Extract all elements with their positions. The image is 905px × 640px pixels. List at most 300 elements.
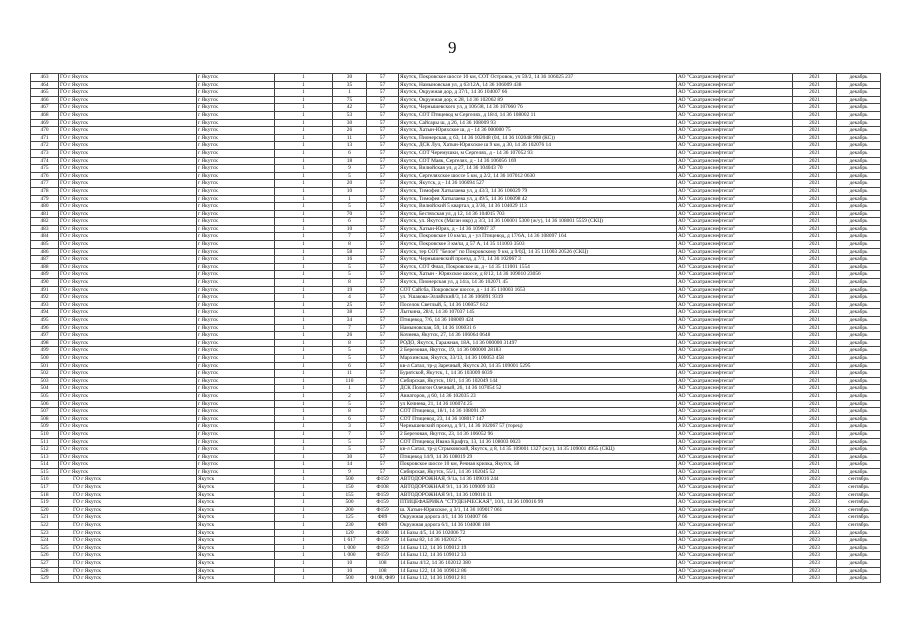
- quantity: 1: [275, 309, 333, 317]
- table-row: [31, 203, 881, 211]
- type-code: 57: [367, 89, 399, 97]
- table-row: [31, 218, 881, 226]
- month: декабрь: [837, 560, 881, 568]
- row-number: 477: [31, 180, 59, 188]
- quantity: 1: [275, 324, 333, 332]
- month: декабрь: [837, 157, 881, 165]
- table-row: [31, 134, 881, 142]
- row-number: 524: [31, 537, 59, 545]
- capacity: 1 000: [333, 544, 367, 552]
- year: 2023: [793, 522, 837, 530]
- year: 2021: [793, 408, 837, 416]
- locality: Якутск: [197, 476, 275, 484]
- type-code: 57: [367, 142, 399, 150]
- type-code: 57: [367, 446, 399, 454]
- month: сентябрь: [837, 499, 881, 507]
- table-row: [31, 324, 881, 332]
- locality: г Якутск: [197, 339, 275, 347]
- month: декабрь: [837, 180, 881, 188]
- operator: АО "Сахатранснефтегаз": [677, 552, 793, 560]
- type-code: 57: [367, 370, 399, 378]
- row-number: 527: [31, 560, 59, 568]
- quantity: 1: [275, 149, 333, 157]
- row-number: 525: [31, 544, 59, 552]
- municipal-area: ГО г Якутск: [59, 180, 197, 188]
- type-code: 57: [367, 187, 399, 195]
- capacity: 10: [333, 560, 367, 568]
- quantity: 1: [275, 575, 333, 583]
- locality: г Якутск: [197, 286, 275, 294]
- address: Якутск, Сергеляхское шоссе 5 км, д 2/2, 14 36 107012 0630: [399, 172, 677, 180]
- municipal-area: ГО г Якутск: [59, 339, 197, 347]
- type-code: 57: [367, 301, 399, 309]
- month: декабрь: [837, 127, 881, 135]
- municipal-area: ГО г Якутск: [59, 309, 197, 317]
- type-code: 57: [367, 104, 399, 112]
- capacity: 70: [333, 210, 367, 218]
- year: 2021: [793, 468, 837, 476]
- address: Якутск, Окружная дор, к 28, 14 36 102062 89: [399, 96, 677, 104]
- table-row: [31, 552, 881, 560]
- address: Якутск, СОТ Фиал, Покровское ш, д - 14 35 111001 1554: [399, 263, 677, 271]
- locality: г Якутск: [197, 157, 275, 165]
- capacity: 26: [333, 332, 367, 340]
- type-code: 57: [367, 96, 399, 104]
- month: декабрь: [837, 172, 881, 180]
- capacity: 500: [333, 499, 367, 507]
- address: Якутск, Покровское 3 км/ш, д 57 А, 14 35 111003 3503: [399, 241, 677, 249]
- quantity: 1: [275, 453, 333, 461]
- type-code: 57: [367, 392, 399, 400]
- year: 2021: [793, 256, 837, 264]
- quantity: 1: [275, 233, 333, 241]
- table-row: [31, 248, 881, 256]
- quantity: 1: [275, 104, 333, 112]
- quantity: 1: [275, 317, 333, 325]
- address: Авиаторов, д 60, 14 36 102035 23: [399, 392, 677, 400]
- locality: г Якутск: [197, 233, 275, 241]
- quantity: 1: [275, 552, 333, 560]
- year: 2021: [793, 400, 837, 408]
- operator: АО "Сахатранснефтегаз": [677, 491, 793, 499]
- month: декабрь: [837, 317, 881, 325]
- quantity: 1: [275, 81, 333, 89]
- table-row: [31, 149, 881, 157]
- row-number: 476: [31, 172, 59, 180]
- month: декабрь: [837, 400, 881, 408]
- operator: АО "Сахатранснефтегаз": [677, 537, 793, 545]
- year: 2021: [793, 96, 837, 104]
- year: 2021: [793, 453, 837, 461]
- municipal-area: ГО г Якутск: [59, 149, 197, 157]
- operator: АО "Сахатранснефтегаз": [677, 218, 793, 226]
- capacity: 5: [333, 271, 367, 279]
- month: декабрь: [837, 537, 881, 545]
- month: декабрь: [837, 392, 881, 400]
- table-row: [31, 377, 881, 385]
- municipal-area: ГО г Якутск: [59, 157, 197, 165]
- address: Птицевод 14/9, 14 36 108019 29: [399, 453, 677, 461]
- operator: АО "Сахатранснефтегаз": [677, 309, 793, 317]
- year: 2021: [793, 142, 837, 150]
- table-row: [31, 544, 881, 552]
- capacity: 1: [333, 195, 367, 203]
- operator: АО "Сахатранснефтегаз": [677, 377, 793, 385]
- capacity: 18: [333, 157, 367, 165]
- locality: г Якутск: [197, 127, 275, 135]
- address: 14 Базы 112, 14 36 109012 33: [399, 552, 677, 560]
- locality: г Якутск: [197, 408, 275, 416]
- address: Якутск, Тимофея Хатылаева ул, д 49/5, 14 36 106098 42: [399, 195, 677, 203]
- quantity: 1: [275, 400, 333, 408]
- table-row: [31, 430, 881, 438]
- month: декабрь: [837, 210, 881, 218]
- month: декабрь: [837, 233, 881, 241]
- locality: г Якутск: [197, 134, 275, 142]
- operator: АО "Сахатранснефтегаз": [677, 271, 793, 279]
- operator: АО "Сахатранснефтегаз": [677, 484, 793, 492]
- table-row: [31, 347, 881, 355]
- locality: г Якутск: [197, 461, 275, 469]
- table-row: [31, 195, 881, 203]
- quantity: 1: [275, 446, 333, 454]
- capacity: 20: [333, 180, 367, 188]
- municipal-area: ГО г Якутск: [59, 408, 197, 416]
- row-number: 494: [31, 309, 59, 317]
- locality: Якутск: [197, 552, 275, 560]
- municipal-area: ГО г Якутск: [59, 104, 197, 112]
- quantity: 1: [275, 408, 333, 416]
- table-row: [31, 165, 881, 173]
- month: декабрь: [837, 111, 881, 119]
- municipal-area: ГО г Якутск: [59, 286, 197, 294]
- year: 2021: [793, 210, 837, 218]
- quantity: 1: [275, 74, 333, 82]
- table-row: [31, 111, 881, 119]
- operator: АО "Сахатранснефтегаз": [677, 74, 793, 82]
- quantity: 1: [275, 279, 333, 287]
- capacity: 6: [333, 218, 367, 226]
- table-row: [31, 279, 881, 287]
- table-row: [31, 89, 881, 97]
- table-row: [31, 400, 881, 408]
- quantity: 1: [275, 241, 333, 249]
- capacity: 1: [333, 89, 367, 97]
- municipal-area: ГО г Якутск: [59, 127, 197, 135]
- municipal-area: ГО г Якутск: [59, 522, 197, 530]
- operator: АО "Сахатранснефтегаз": [677, 241, 793, 249]
- operator: АО "Сахатранснефтегаз": [677, 263, 793, 271]
- municipal-area: ГО г Якутск: [59, 354, 197, 362]
- address: ПТИЦЕФАБРИКА "СТУДЕНЧЕСКАЯ", 10/1, 14 36 109016 99: [399, 499, 677, 507]
- operator: АО "Сахатранснефтегаз": [677, 408, 793, 416]
- month: декабрь: [837, 149, 881, 157]
- quantity: 1: [275, 96, 333, 104]
- table-row: [31, 317, 881, 325]
- year: 2021: [793, 286, 837, 294]
- type-code: 57: [367, 218, 399, 226]
- year: 2021: [793, 89, 837, 97]
- locality: Якутск: [197, 506, 275, 514]
- address: Якутск, Хатын-Юрях, д - 14 36 109007 37: [399, 225, 677, 233]
- row-number: 487: [31, 256, 59, 264]
- type-code: 57: [367, 385, 399, 393]
- month: декабрь: [837, 370, 881, 378]
- capacity: 6: [333, 415, 367, 423]
- row-number: 485: [31, 241, 59, 249]
- type-code: 57: [367, 423, 399, 431]
- municipal-area: ГО г Якутск: [59, 529, 197, 537]
- locality: Якутск: [197, 514, 275, 522]
- locality: г Якутск: [197, 180, 275, 188]
- quantity: 1: [275, 172, 333, 180]
- address: Якутск, Чернышевский проезд, д 7/1, 14 36 102067 3: [399, 256, 677, 264]
- quantity: 1: [275, 430, 333, 438]
- type-code: 57: [367, 225, 399, 233]
- row-number: 481: [31, 210, 59, 218]
- municipal-area: ГО г Якутск: [59, 537, 197, 545]
- type-code: Ф159: [367, 476, 399, 484]
- type-code: 57: [367, 339, 399, 347]
- table-row: [31, 415, 881, 423]
- table-row: [31, 104, 881, 112]
- operator: АО "Сахатранснефтегаз": [677, 446, 793, 454]
- capacity: 53: [333, 111, 367, 119]
- month: декабрь: [837, 354, 881, 362]
- locality: г Якутск: [197, 279, 275, 287]
- table-row: [31, 271, 881, 279]
- operator: АО "Сахатранснефтегаз": [677, 567, 793, 575]
- address: Якутск, Покровское 10 км/ш, д - ул Птицевод, д 17/6А, 14 36 108097 164: [399, 233, 677, 241]
- quantity: 1: [275, 263, 333, 271]
- operator: АО "Сахатранснефтегаз": [677, 317, 793, 325]
- municipal-area: ГО г Якутск: [59, 165, 197, 173]
- table-row: [31, 506, 881, 514]
- month: декабрь: [837, 271, 881, 279]
- register-table: [30, 73, 881, 583]
- operator: АО "Сахатранснефтегаз": [677, 210, 793, 218]
- address: Окружная дорога 6/1, 14 36 104008 168: [399, 522, 677, 530]
- quantity: 1: [275, 461, 333, 469]
- table-row: [31, 362, 881, 370]
- month: декабрь: [837, 544, 881, 552]
- type-code: 57: [367, 195, 399, 203]
- table-row: [31, 484, 881, 492]
- capacity: 13: [333, 142, 367, 150]
- address: 14 Базы 112, 14 36 109012 19: [399, 544, 677, 552]
- municipal-area: ГО г Якутск: [59, 423, 197, 431]
- capacity: 30: [333, 74, 367, 82]
- row-number: 488: [31, 263, 59, 271]
- table-row: [31, 286, 881, 294]
- capacity: 500: [333, 476, 367, 484]
- municipal-area: ГО г Якутск: [59, 377, 197, 385]
- locality: г Якутск: [197, 195, 275, 203]
- quantity: 1: [275, 256, 333, 264]
- table-row: [31, 461, 881, 469]
- row-number: 501: [31, 362, 59, 370]
- capacity: 125: [333, 514, 367, 522]
- municipal-area: ГО г Якутск: [59, 491, 197, 499]
- year: 2023: [793, 575, 837, 583]
- capacity: 8: [333, 279, 367, 287]
- year: 2021: [793, 233, 837, 241]
- row-number: 493: [31, 301, 59, 309]
- row-number: 496: [31, 324, 59, 332]
- address: Якутск, Покровское шоссе 10 км, СОТ Островок, уч 59/2, 14 36 106025 237: [399, 74, 677, 82]
- locality: г Якутск: [197, 347, 275, 355]
- locality: Якутск: [197, 544, 275, 552]
- capacity: 5: [333, 172, 367, 180]
- type-code: 57: [367, 127, 399, 135]
- type-code: 57: [367, 134, 399, 142]
- row-number: 502: [31, 370, 59, 378]
- quantity: 1: [275, 491, 333, 499]
- table-row: [31, 476, 881, 484]
- year: 2021: [793, 104, 837, 112]
- month: декабрь: [837, 165, 881, 173]
- row-number: 473: [31, 149, 59, 157]
- table-row: [31, 370, 881, 378]
- address: 14 Базы 4/5, 14 36 102006 72: [399, 529, 677, 537]
- table-row: [31, 309, 881, 317]
- operator: АО "Сахатранснефтегаз": [677, 362, 793, 370]
- operator: АО "Сахатранснефтегаз": [677, 347, 793, 355]
- row-number: 514: [31, 461, 59, 469]
- year: 2021: [793, 430, 837, 438]
- year: 2021: [793, 225, 837, 233]
- municipal-area: ГО г Якутск: [59, 119, 197, 127]
- quantity: 1: [275, 514, 333, 522]
- operator: АО "Сахатранснефтегаз": [677, 514, 793, 522]
- type-code: 57: [367, 294, 399, 302]
- locality: Якутск: [197, 484, 275, 492]
- locality: г Якутск: [197, 423, 275, 431]
- quantity: 1: [275, 438, 333, 446]
- table-row: [31, 233, 881, 241]
- locality: г Якутск: [197, 415, 275, 423]
- month: декабрь: [837, 187, 881, 195]
- type-code: 57: [367, 324, 399, 332]
- quantity: 1: [275, 89, 333, 97]
- year: 2021: [793, 180, 837, 188]
- month: декабрь: [837, 218, 881, 226]
- row-number: 468: [31, 111, 59, 119]
- year: 2021: [793, 74, 837, 82]
- row-number: 471: [31, 134, 59, 142]
- row-number: 500: [31, 354, 59, 362]
- year: 2023: [793, 514, 837, 522]
- municipal-area: ГО г Якутск: [59, 225, 197, 233]
- operator: АО "Сахатранснефтегаз": [677, 499, 793, 507]
- capacity: 5: [333, 263, 367, 271]
- quantity: 1: [275, 301, 333, 309]
- year: 2021: [793, 134, 837, 142]
- address: Якутск, Вилюйская ул, д 27, 14 36 104043 70: [399, 165, 677, 173]
- year: 2021: [793, 423, 837, 431]
- table-row: [31, 529, 881, 537]
- type-code: 108: [367, 560, 399, 568]
- operator: АО "Сахатранснефтегаз": [677, 111, 793, 119]
- municipal-area: ГО г Якутск: [59, 134, 197, 142]
- month: декабрь: [837, 324, 881, 332]
- capacity: 11: [333, 370, 367, 378]
- capacity: 5: [333, 446, 367, 454]
- row-number: 484: [31, 233, 59, 241]
- type-code: 57: [367, 279, 399, 287]
- table-row: [31, 438, 881, 446]
- capacity: 7: [333, 430, 367, 438]
- operator: АО "Сахатранснефтегаз": [677, 324, 793, 332]
- locality: Якутск: [197, 567, 275, 575]
- type-code: 57: [367, 157, 399, 165]
- operator: АО "Сахатранснефтегаз": [677, 104, 793, 112]
- month: сентябрь: [837, 514, 881, 522]
- type-code: 57: [367, 362, 399, 370]
- municipal-area: ГО г Якутск: [59, 415, 197, 423]
- quantity: 1: [275, 362, 333, 370]
- locality: г Якутск: [197, 187, 275, 195]
- type-code: 57: [367, 286, 399, 294]
- table-row: [31, 119, 881, 127]
- municipal-area: ГО г Якутск: [59, 324, 197, 332]
- row-number: 508: [31, 415, 59, 423]
- address: Поселок Светлый, 5, 14 36 106057 612: [399, 301, 677, 309]
- capacity: 26: [333, 127, 367, 135]
- month: декабрь: [837, 529, 881, 537]
- locality: г Якутск: [197, 354, 275, 362]
- address: Сибирская, Якутск, 18/1, 14 36 102049 144: [399, 377, 677, 385]
- quantity: 1: [275, 210, 333, 218]
- operator: АО "Сахатранснефтегаз": [677, 119, 793, 127]
- row-number: 486: [31, 248, 59, 256]
- month: декабрь: [837, 294, 881, 302]
- locality: г Якутск: [197, 453, 275, 461]
- address: 2 Березовая, Якутск, 23, 14 36 106052 96: [399, 430, 677, 438]
- address: Якутск, Хатын - Юряхское шоссе, д 8/12, 14 36 109010 23056: [399, 271, 677, 279]
- year: 2021: [793, 248, 837, 256]
- municipal-area: ГО г Якутск: [59, 552, 197, 560]
- quantity: 1: [275, 537, 333, 545]
- table-row: [31, 96, 881, 104]
- month: декабрь: [837, 279, 881, 287]
- locality: г Якутск: [197, 362, 275, 370]
- month: декабрь: [837, 134, 881, 142]
- month: декабрь: [837, 415, 881, 423]
- locality: г Якутск: [197, 119, 275, 127]
- municipal-area: ГО г Якутск: [59, 172, 197, 180]
- capacity: 7: [333, 233, 367, 241]
- year: 2021: [793, 347, 837, 355]
- row-number: 528: [31, 567, 59, 575]
- type-code: 57: [367, 111, 399, 119]
- operator: АО "Сахатранснефтегаз": [677, 430, 793, 438]
- year: 2021: [793, 446, 837, 454]
- capacity: 19: [333, 286, 367, 294]
- table-row: [31, 127, 881, 135]
- quantity: 1: [275, 347, 333, 355]
- type-code: Ф108, Ф89: [367, 575, 399, 583]
- quantity: 1: [275, 423, 333, 431]
- municipal-area: ГО г Якутск: [59, 233, 197, 241]
- municipal-area: ГО г Якутск: [59, 370, 197, 378]
- municipal-area: ГО г Якутск: [59, 476, 197, 484]
- year: 2023: [793, 491, 837, 499]
- table-row: [31, 225, 881, 233]
- year: 2021: [793, 218, 837, 226]
- address: Якутск, тер СОТ "Белое" по Покровскому 9 км, д 9/0Д, 14 35 111003 20526 (СКЦ): [399, 248, 677, 256]
- address: АВТОДОРОЖНАЯ, 9/1а, 14 36 109016 244: [399, 476, 677, 484]
